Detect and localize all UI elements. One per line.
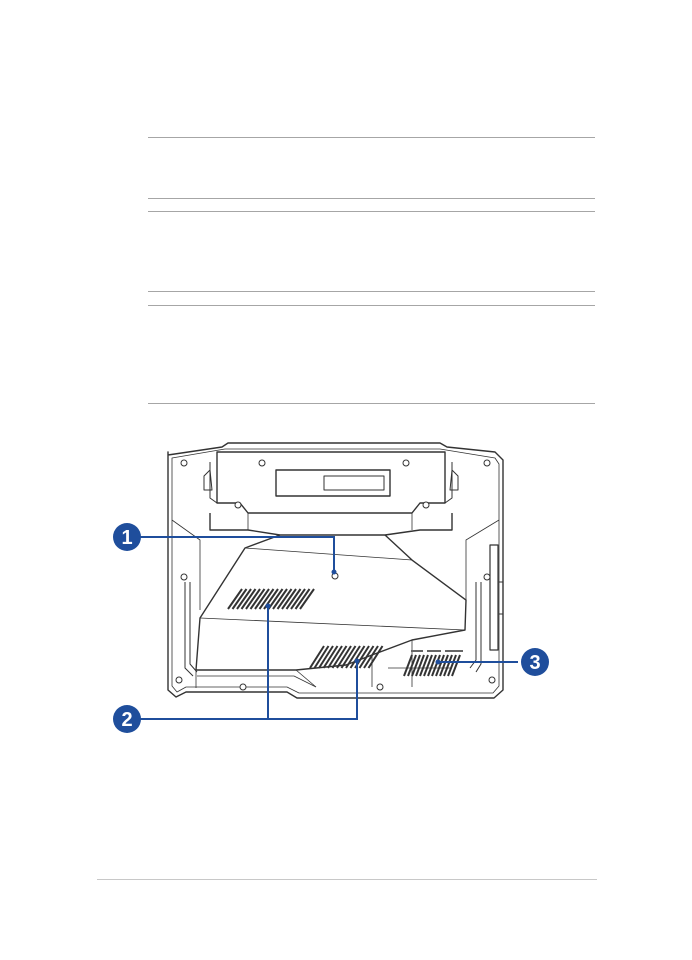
air-vent-upper bbox=[228, 589, 314, 609]
vent-slat bbox=[444, 655, 452, 676]
vent-slat bbox=[452, 655, 460, 676]
callout-1-leader-line bbox=[140, 537, 334, 570]
callout-2 bbox=[113, 705, 141, 733]
vent-slat bbox=[404, 655, 412, 676]
callout-3-number: 3 bbox=[529, 652, 541, 674]
vent-slat bbox=[432, 655, 440, 676]
vent-slat bbox=[412, 655, 420, 676]
callout-1 bbox=[113, 523, 141, 551]
vent-slat bbox=[416, 655, 424, 676]
vent-slat bbox=[420, 655, 428, 676]
vent-slat bbox=[428, 655, 436, 676]
callout-1-number: 1 bbox=[121, 527, 133, 549]
page-footer-rule bbox=[97, 879, 597, 880]
callout-2-number: 2 bbox=[121, 709, 133, 731]
regulatory-label-text bbox=[411, 650, 463, 652]
vent-slat bbox=[424, 655, 432, 676]
vent-slat bbox=[440, 655, 448, 676]
vent-slat bbox=[448, 655, 456, 676]
callout-3 bbox=[521, 648, 549, 676]
vent-slat bbox=[436, 655, 444, 676]
